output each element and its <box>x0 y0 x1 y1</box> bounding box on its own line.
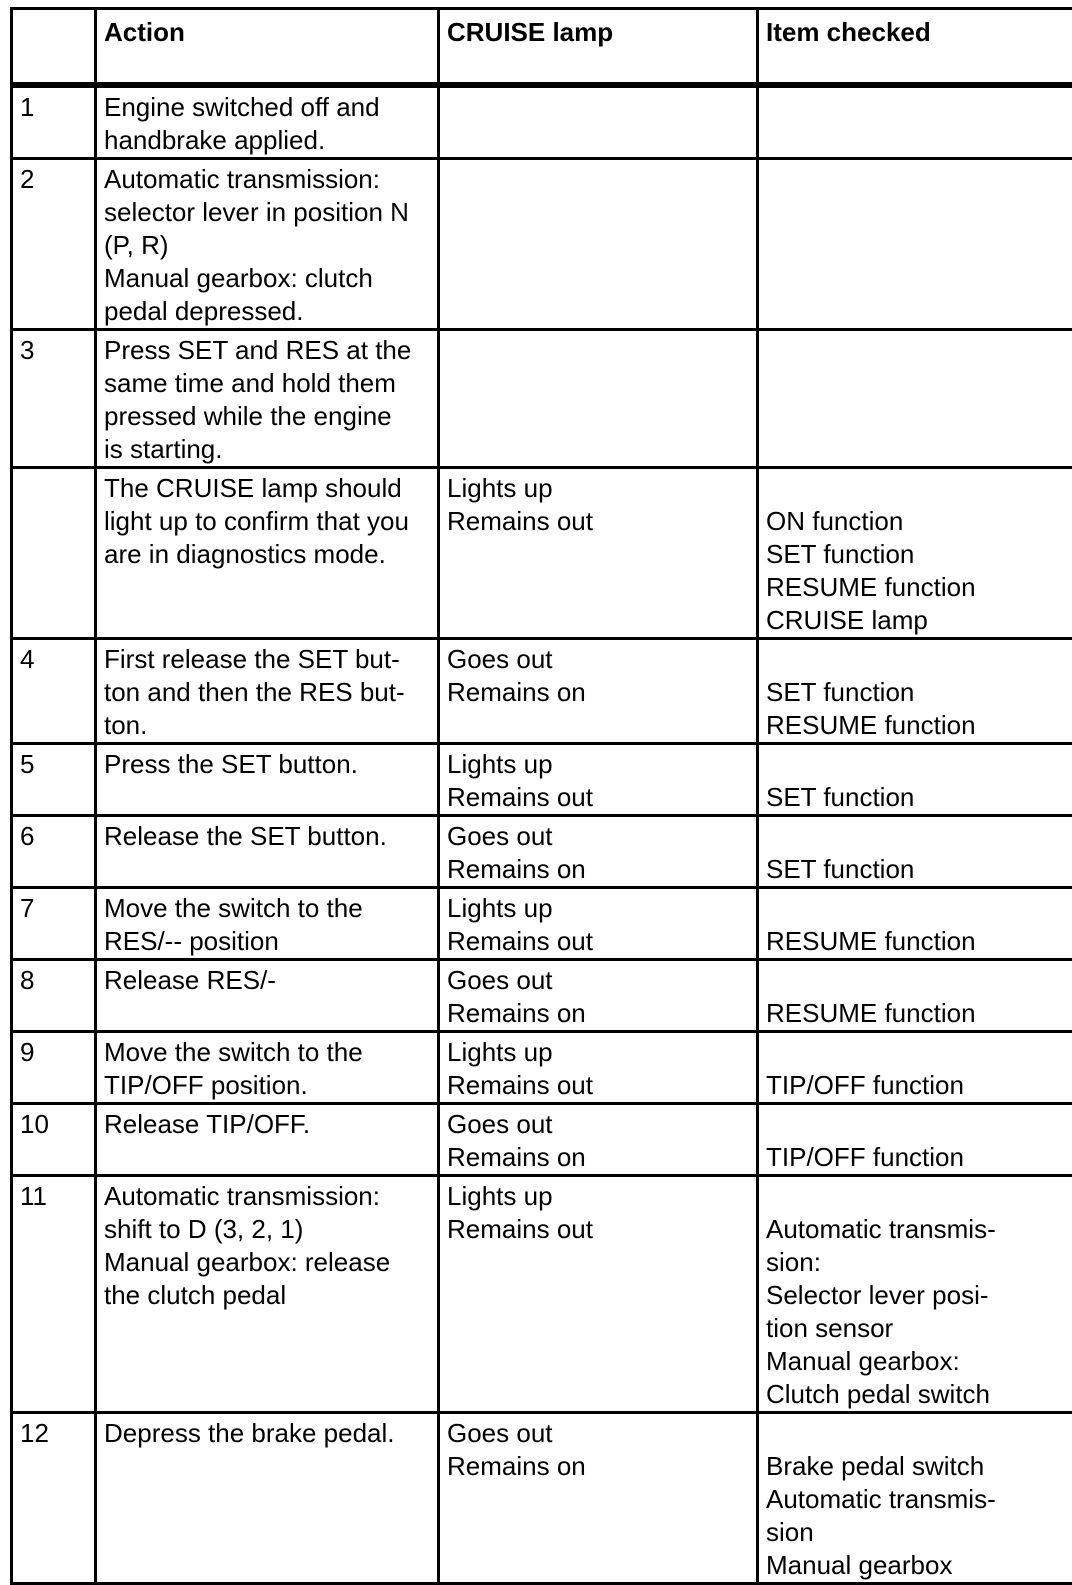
cruise-lamp-cell <box>439 159 758 330</box>
cruise-lamp-cell: Goes out Remains on <box>439 639 758 744</box>
action-cell: Press SET and RES at the same time and hold them pressed while the engine is starting. <box>96 330 439 468</box>
action-cell: Move the switch to the RES/-- position <box>96 888 439 960</box>
step-number: 12 <box>12 1413 96 1584</box>
header-number <box>12 9 96 86</box>
table-row <box>12 468 1072 639</box>
table-row <box>12 1032 1072 1104</box>
header-action: Action <box>96 9 439 86</box>
action-cell: Press the SET button. <box>96 744 439 816</box>
item-checked-cell: Automatic transmis- sion: Selector lever posi- tion sensor Manual gearbox: Clutch pedal switch <box>758 1176 1072 1413</box>
action-cell: Automatic transmission: shift to D (3, 2, 1) Manual gearbox: release the clutch pedal <box>96 1176 439 1413</box>
item-checked-cell: SET function <box>758 816 1072 888</box>
action-cell: Automatic transmission: selector lever in position N (P, R) Manual gearbox: clutch pedal depressed. <box>96 159 439 330</box>
cruise-lamp-cell: Goes out Remains on <box>439 1413 758 1584</box>
step-number: 8 <box>12 960 96 1032</box>
step-number: 6 <box>12 816 96 888</box>
step-number: 5 <box>12 744 96 816</box>
action-cell: Release TIP/OFF. <box>96 1104 439 1176</box>
header-cruise-lamp: CRUISE lamp <box>439 9 758 86</box>
table-row <box>12 85 1072 159</box>
cruise-lamp-cell <box>439 85 758 159</box>
table-row <box>12 744 1072 816</box>
table-row <box>12 159 1072 330</box>
table-row <box>12 1104 1072 1176</box>
cruise-lamp-cell: Lights up Remains out <box>439 888 758 960</box>
item-checked-cell: SET function <box>758 744 1072 816</box>
action-cell: The CRUISE lamp should light up to confirm that you are in diagnostics mode. <box>96 468 439 639</box>
item-checked-cell: RESUME function <box>758 960 1072 1032</box>
action-cell: Depress the brake pedal. <box>96 1413 439 1584</box>
step-number: 2 <box>12 159 96 330</box>
item-checked-cell: TIP/OFF function <box>758 1032 1072 1104</box>
table-row <box>12 330 1072 468</box>
action-cell: First release the SET but- ton and then the RES but- ton. <box>96 639 439 744</box>
header-item-checked: Item checked <box>758 9 1072 86</box>
cruise-lamp-cell: Lights up Remains out <box>439 744 758 816</box>
action-cell: Release RES/- <box>96 960 439 1032</box>
item-checked-cell <box>758 330 1072 468</box>
cruise-lamp-cell: Lights up Remains out <box>439 468 758 639</box>
step-number: 11 <box>12 1176 96 1413</box>
item-checked-cell: Brake pedal switch Automatic transmis- sion Manual gearbox <box>758 1413 1072 1584</box>
step-number: 1 <box>12 85 96 159</box>
item-checked-cell: RESUME function <box>758 888 1072 960</box>
table-row <box>12 639 1072 744</box>
table-header-row <box>12 9 1072 86</box>
step-number: 7 <box>12 888 96 960</box>
cruise-lamp-cell: Lights up Remains out <box>439 1032 758 1104</box>
action-cell: Release the SET button. <box>96 816 439 888</box>
item-checked-cell: SET function RESUME function <box>758 639 1072 744</box>
table-row <box>12 816 1072 888</box>
diagnostics-table <box>10 7 1072 1585</box>
cruise-lamp-cell: Goes out Remains on <box>439 960 758 1032</box>
table-row <box>12 1413 1072 1584</box>
action-cell: Move the switch to the TIP/OFF position. <box>96 1032 439 1104</box>
cruise-lamp-cell: Goes out Remains on <box>439 1104 758 1176</box>
item-checked-cell: ON function SET function RESUME function CRUISE lamp <box>758 468 1072 639</box>
item-checked-cell: TIP/OFF function <box>758 1104 1072 1176</box>
step-number: 4 <box>12 639 96 744</box>
item-checked-cell <box>758 159 1072 330</box>
action-cell: Engine switched off and handbrake applied. <box>96 85 439 159</box>
step-number: 9 <box>12 1032 96 1104</box>
table-row <box>12 1176 1072 1413</box>
item-checked-cell <box>758 85 1072 159</box>
step-number: 10 <box>12 1104 96 1176</box>
step-number: 3 <box>12 330 96 468</box>
cruise-lamp-cell: Lights up Remains out <box>439 1176 758 1413</box>
table-row <box>12 888 1072 960</box>
table-row <box>12 960 1072 1032</box>
cruise-lamp-cell: Goes out Remains on <box>439 816 758 888</box>
cruise-lamp-cell <box>439 330 758 468</box>
step-number <box>12 468 96 639</box>
